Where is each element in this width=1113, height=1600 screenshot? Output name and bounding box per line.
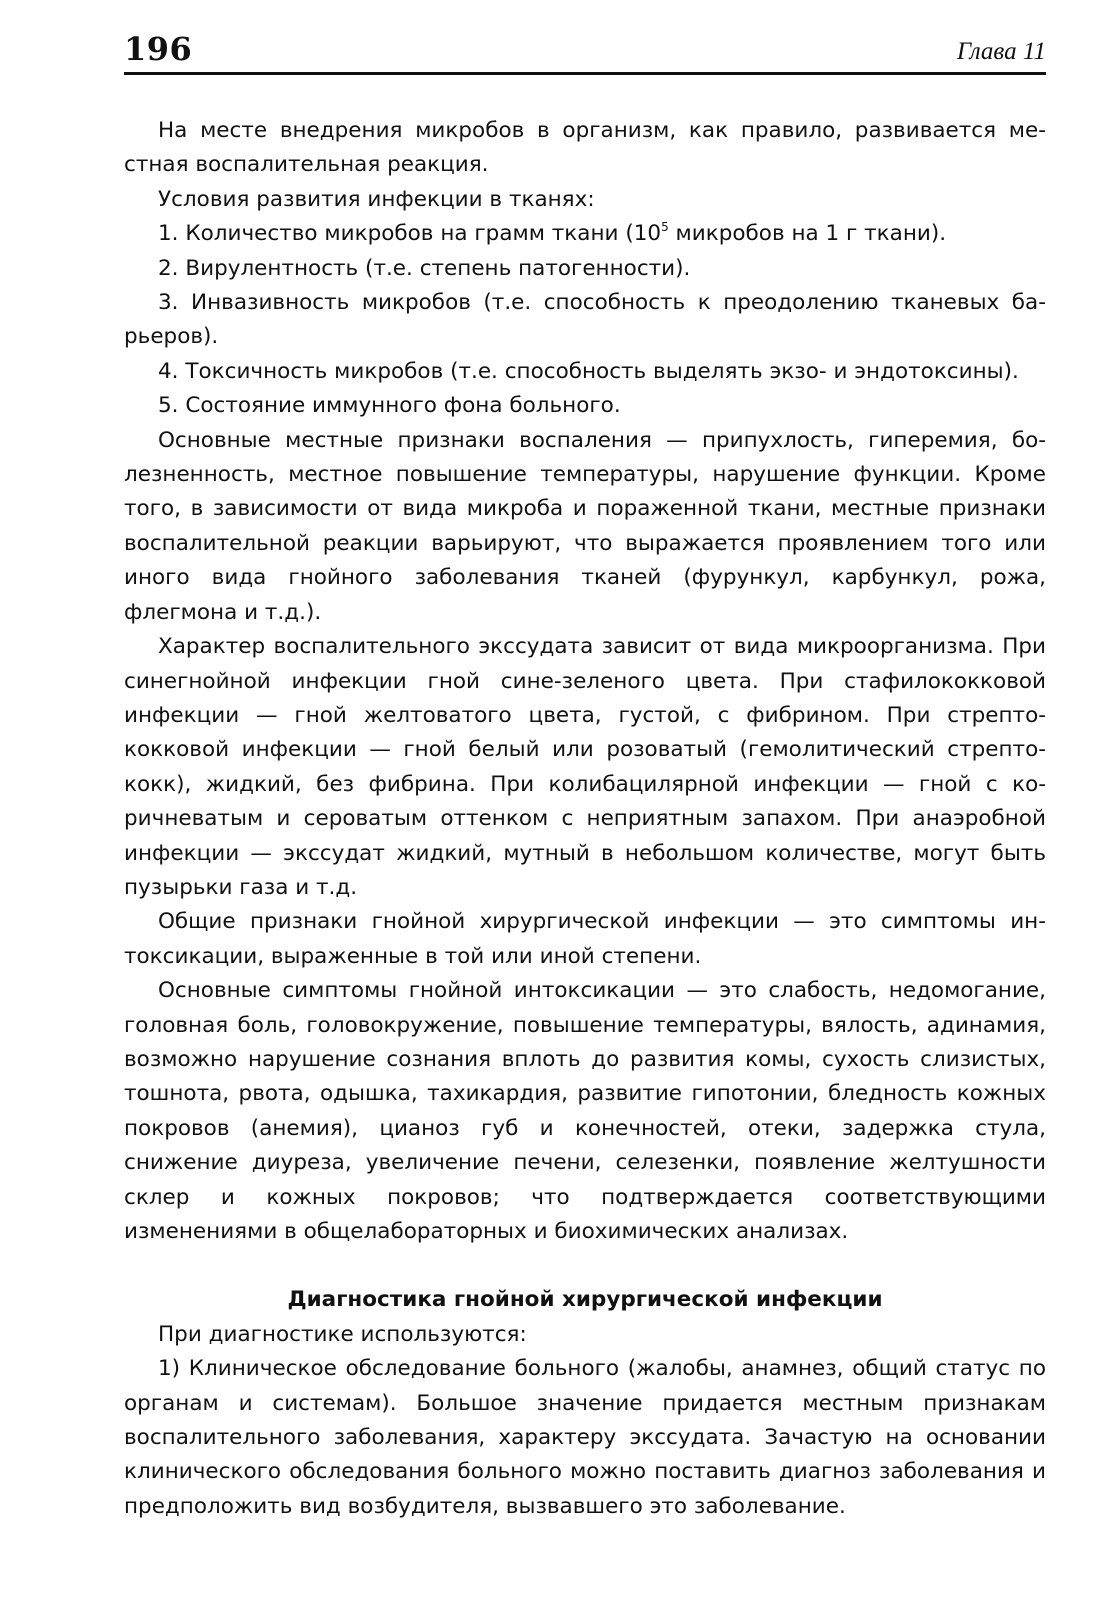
paragraph: При диагностике используются: xyxy=(158,1321,527,1347)
list-item: 3. Инвазивность микробов (т.е. способность к преодолению тканевых барьеров). xyxy=(124,290,1046,350)
superscript: 5 xyxy=(661,220,669,235)
paragraph: 1) Клиническое обследование больного (жалобы, анамнез, общий статус по органам и системам). Большое значение придается местным признакам воспалительного заболевания, характеру экссудата. Зачастую на основании клинического обследования больного можно поставить диагноз заболевания и предположить вид возбудителя, вызвавшего это заболевание. xyxy=(124,1356,1046,1519)
list-item-text: микробов на 1 г ткани). xyxy=(668,221,947,247)
paragraph: Характер воспалительного экссудата зависит от вида микроорганизма. При синегнойной инфекции гной сине-зеленого цвета. При стафилококковой инфекции — гной желтоватого цвета, густой, с фибрином. При стрептококковой инфекции — гной белый или розоватый (гемолитический стрептококк), жидкий, без фибрина. При колибацилярной инфекции — гной с коричневатым и сероватым оттенком с неприятным запахом. При анаэробной инфекции — экссудат жидкий, мутный в небольшом количестве, могут быть пузырьки газа и т.д. xyxy=(124,634,1046,900)
list-item-text: 1. Количество микробов на грамм ткани (10 xyxy=(158,221,662,247)
section-heading: Диагностика гнойной хирургической инфекции xyxy=(287,1287,883,1313)
page-body xyxy=(124,114,1046,1524)
paragraph: Основные симптомы гнойной интоксикации — это слабость, недомогание, головная боль, головокружение, повышение температуры, вялость, адинамия, возможно нарушение сознания вплоть до развития комы, сухость слизистых, тошнота, рвота, одышка, тахикардия, развитие гипотонии, бледность кожных покровов (анемия), цианоз губ и конечностей, отеки, задержка стула, снижение диуреза, увеличение печени, селезенки, появление желтушности склер и кожных покровов; что подтверждается соответствующими изменениями в общелабораторных и биохимических анализах. xyxy=(124,978,1046,1244)
paragraph: На месте внедрения микробов в организм, как правило, развивается местная воспалительная реакция. xyxy=(124,118,1046,178)
chapter-title: Глава 11 xyxy=(956,38,1046,65)
list-item xyxy=(124,217,1046,251)
page-header xyxy=(124,26,1046,75)
list-item: 4. Токсичность микробов (т.е. способность выделять экзо- и эндотоксины). xyxy=(158,358,1019,384)
list-item: 5. Состояние иммунного фона больного. xyxy=(158,393,621,419)
paragraph: Общие признаки гнойной хирургической инфекции — это симптомы интоксикации, выраженные в той или иной степени. xyxy=(124,909,1046,969)
list-item: 2. Вирулентность (т.е. степень патогенности). xyxy=(158,255,691,281)
paragraph: Условия развития инфекции в тканях: xyxy=(158,186,595,212)
paragraph: Основные местные признаки воспаления — припухлость, гиперемия, болезненность, местное повышение температуры, нарушение функции. Кроме того, в зависимости от вида микроба и пораженной ткани, местные признаки воспалительной реакции варьируют, что выражается проявлением того или иного вида гнойного заболевания тканей (фурункул, карбункул, рожа, флегмона и т.д.). xyxy=(124,427,1046,625)
page-number: 196 xyxy=(124,30,193,68)
